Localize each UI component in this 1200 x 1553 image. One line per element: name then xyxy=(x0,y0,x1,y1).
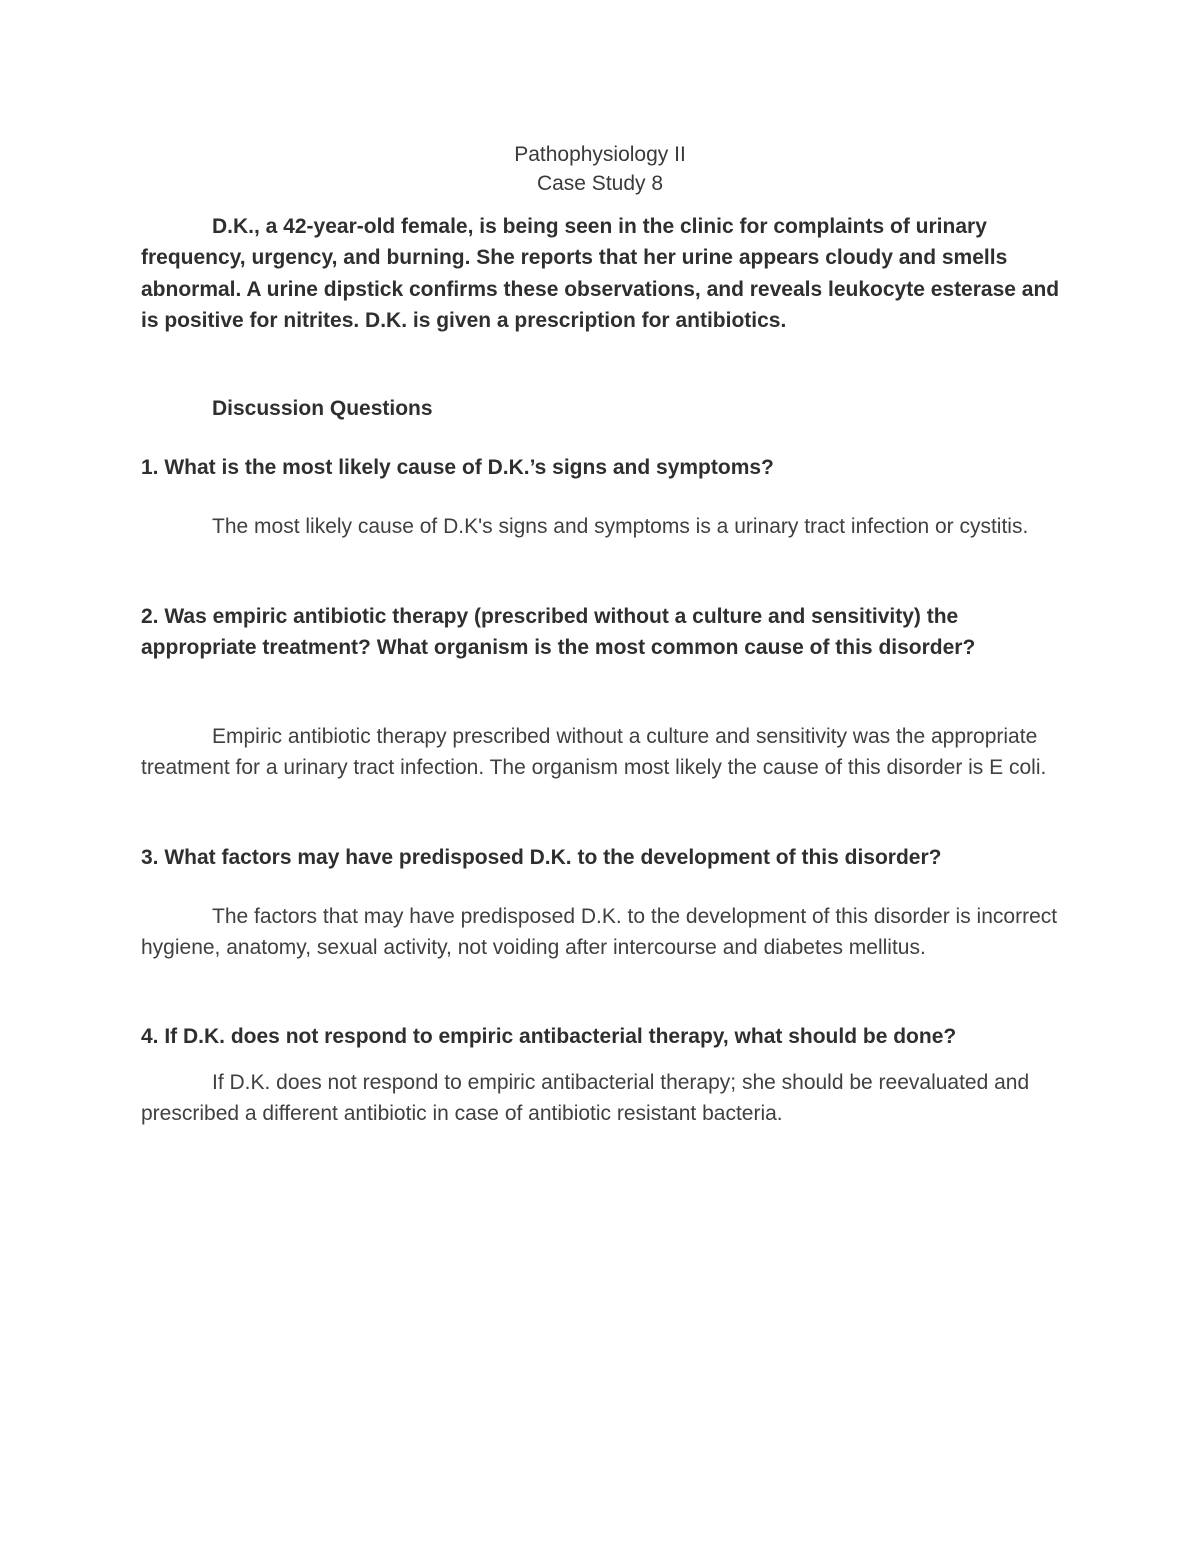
answer-2: Empiric antibiotic therapy prescribed without a culture and sensitivity was the appropriate treatment for a urinary tract infection. The organism most likely the cause of this disorder is E coli. xyxy=(141,725,1047,780)
course-title: Pathophysiology II xyxy=(514,143,686,166)
question-1: 1. What is the most likely cause of D.K.’s signs and symptoms? xyxy=(141,456,774,479)
answer-1: The most likely cause of D.K's signs and symptoms is a urinary tract infection or cystitis. xyxy=(212,515,1029,538)
question-4: 4. If D.K. does not respond to empiric antibacterial therapy, what should be done? xyxy=(141,1025,957,1048)
question-3: 3. What factors may have predisposed D.K. to the development of this disorder? xyxy=(141,846,942,869)
answer-4: If D.K. does not respond to empiric antibacterial therapy; she should be reevaluated and prescribed a different antibiotic in case of antibiotic resistant bacteria. xyxy=(141,1071,1030,1126)
discussion-heading: Discussion Questions xyxy=(212,397,433,420)
question-2: 2. Was empiric antibiotic therapy (prescribed without a culture and sensitivity) the appropriate treatment? What organism is the most common cause of this disorder? xyxy=(141,605,976,660)
case-study-title: Case Study 8 xyxy=(536,172,664,195)
answer-3: The factors that may have predisposed D.K. to the development of this disorder is incorrect hygiene, anatomy, sexual activity, not voiding after intercourse and diabetes mellitus. xyxy=(141,905,1058,960)
case-scenario: D.K., a 42-year-old female, is being seen in the clinic for complaints of urinary frequency, urgency, and burning. She reports that her urine appears cloudy and smells abnormal. A urine dipstick confirms these observations, and reveals leukocyte esterase and is positive for nitrites. D.K. is given a prescription for antibiotics. xyxy=(141,215,1060,333)
